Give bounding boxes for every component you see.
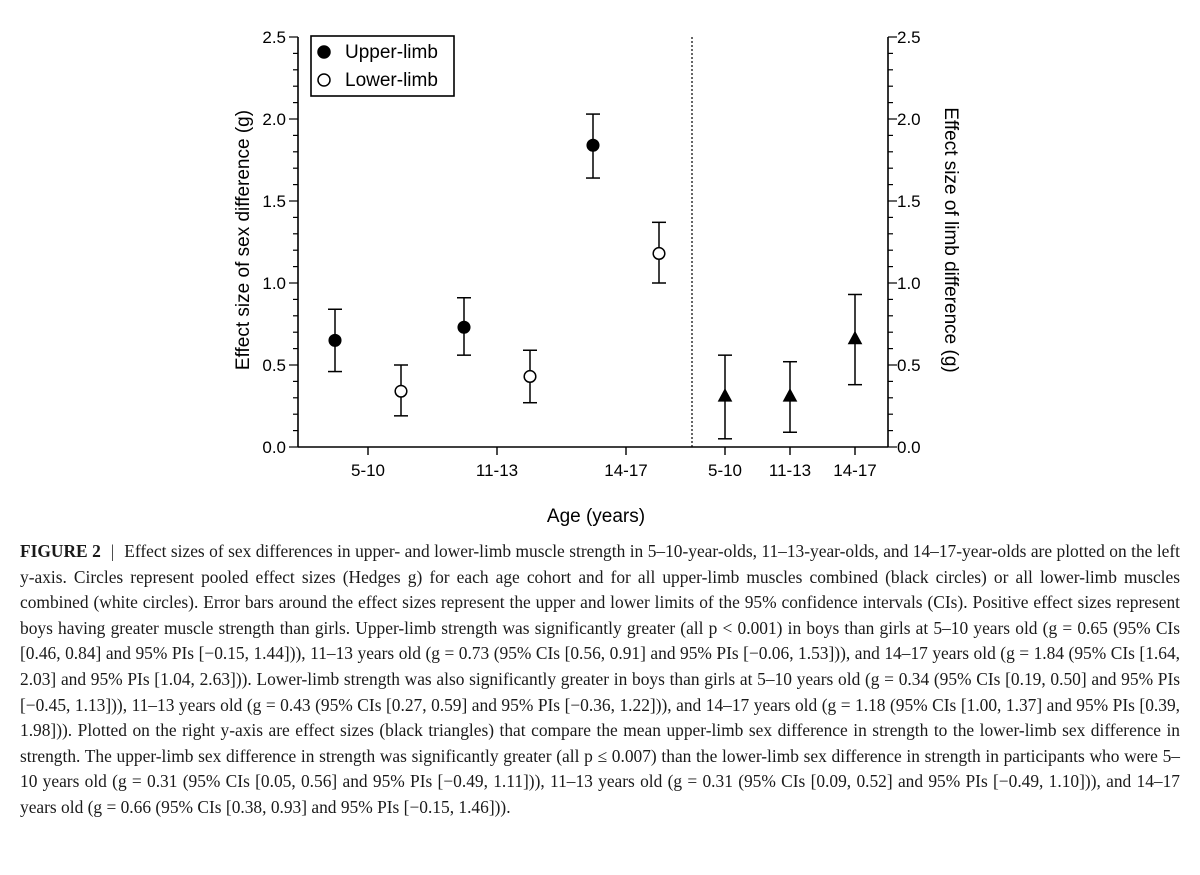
right-y-tick-label: 1.5	[897, 192, 921, 211]
x-axis-title: Age (years)	[546, 506, 646, 527]
right-y-tick-label: 0.5	[897, 356, 921, 375]
data-marks	[328, 114, 862, 439]
left-y-tick-label: 1.0	[262, 274, 286, 293]
right-y-tick-label: 1.0	[897, 274, 921, 293]
data-point-triangle	[849, 332, 862, 344]
legend-marker-upper-limb	[318, 46, 330, 58]
data-point-upper-limb	[587, 139, 599, 151]
x-tick-label-left: 14-17	[604, 461, 648, 480]
caption-text: Effect sizes of sex differences in upper- and lower-limb muscle strength in 5–10-year-olds, 11–13-year-olds, and 14–17-year-olds are plotted on the left y-axis. Circles represent pooled effect sizes (Hedges g) for each age cohort and for all upper-limb muscles combined (black circles) or all lower-limb muscles combined (white circles). Error bars around the effect sizes represent the upper and lower limits of the 95% confidence intervals (CIs). Positive effect sizes represent boys having greater muscle strength than girls. Upper-limb strength was significantly greater (all p < 0.001) in boys than girls at 5–10 years old (g = 0.65 (95% CIs [0.46, 0.84] and 95% PIs [−0.15, 1.44])), 11–13 years old (g = 0.73 (95% CIs [0.56, 0.91] and 95% PIs [−0.06, 1.53])), and 14–17 years old (g = 1.84 (95% CIs [1.64, 2.03] and 95% PIs [1.04, 2.63])). Lower-limb strength was also significantly greater in boys than girls at 5–10 years old (g = 0.34 (95% CIs [0.19, 0.50] and 95% PIs [−0.45, 1.13])), 11–13 years old (g = 0.43 (95% CIs [0.27, 0.59] and 95% PIs [−0.36, 1.22])), and 14–17 years old (g = 1.18 (95% CIs [1.00, 1.37] and 95% PIs [0.39, 1.98])). Plotted on the right y-axis are effect sizes (black triangles) that compare the mean upper-limb sex difference in strength to the lower-limb sex difference in strength. The upper-limb sex difference in strength was significantly greater (all p ≤ 0.007) than the lower-limb sex difference in strength in participants who were 5–10 years old (g = 0.31 (95% CIs [0.05, 0.56] and 95% PIs [−0.49, 1.11])), 11–13 years old (g = 0.31 (95% CIs [0.09, 0.52] and 95% PIs [−0.49, 1.10])), and 14–17 years old (g = 0.66 (95% CIs [0.38, 0.93] and 95% PIs [−0.15, 1.46])).	[20, 541, 1180, 817]
figure-caption	[20, 539, 1180, 821]
legend-label-upper-limb: Upper-limb	[345, 42, 438, 63]
right-y-axis	[888, 28, 921, 457]
legend-marker-lower-limb	[318, 74, 330, 86]
right-y-tick-label: 2.0	[897, 110, 921, 129]
legend	[311, 36, 454, 96]
x-tick-label-right: 11-13	[768, 461, 812, 480]
left-y-tick-label: 0.0	[262, 438, 286, 457]
left-y-axis-title: Effect size of sex difference (g)	[233, 109, 254, 371]
data-point-lower-limb	[653, 248, 665, 260]
data-point-lower-limb	[524, 371, 536, 383]
right-y-tick-label: 2.5	[897, 28, 921, 47]
x-axis-ticks	[351, 447, 877, 480]
right-y-axis-title: Effect size of limb difference (g)	[940, 107, 961, 373]
data-point-upper-limb	[458, 321, 470, 333]
figure-label: FIGURE 2	[20, 541, 101, 561]
left-y-tick-label: 1.5	[262, 192, 286, 211]
data-point-lower-limb	[395, 385, 407, 397]
data-point-triangle	[784, 389, 797, 401]
legend-label-lower-limb: Lower-limb	[345, 70, 438, 91]
left-y-tick-label: 0.5	[262, 356, 286, 375]
left-y-axis	[262, 28, 298, 457]
left-y-tick-label: 2.0	[262, 110, 286, 129]
right-y-tick-label: 0.0	[897, 438, 921, 457]
x-tick-label-left: 11-13	[475, 461, 519, 480]
x-tick-label-left: 5-10	[350, 461, 386, 480]
x-tick-label-right: 5-10	[707, 461, 743, 480]
x-tick-label-right: 14-17	[833, 461, 877, 480]
data-point-triangle	[719, 389, 732, 401]
left-y-tick-label: 2.5	[262, 28, 286, 47]
caption-separator: |	[110, 541, 115, 561]
data-point-upper-limb	[329, 335, 341, 347]
